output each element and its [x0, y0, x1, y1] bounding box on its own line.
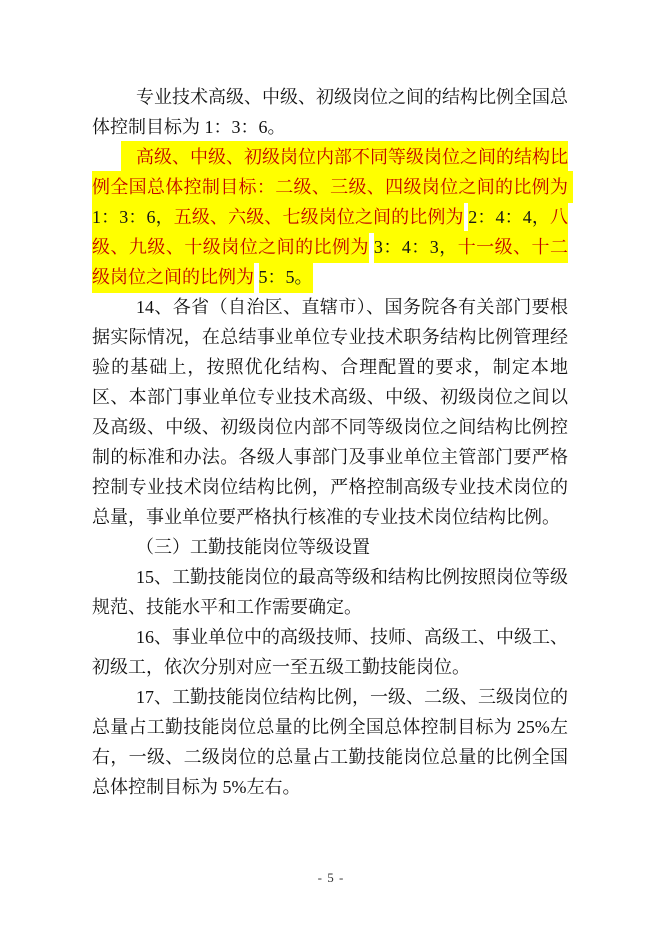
para-item-17 — [92, 682, 568, 802]
para-grade-ratios-highlighted — [92, 142, 573, 292]
text-run: 15、工勤技能岗位的最高等级和结构比例按照岗位等级规范、技能水平和工作需要确定。 — [92, 567, 568, 617]
highlighted-text-run: 3：4：3， — [374, 231, 458, 263]
highlighted-text-run: 高级、中级、初级岗位内部不同等级岗位之间的结构比例全国总体控制目标：二级、三级、四级岗位之间的比例为 — [92, 141, 573, 203]
highlighted-text-run: 十一级、十二级岗位之间的比例为 — [92, 231, 568, 293]
text-run: 14、各省（自治区、直辖市）、国务院各有关部门要根据实际情况，在总结事业单位专业技术职务结构比例管理经验的基础上，按照优化结构、合理配置的要求，制定本地区、本部门事业单位专业技术高级、中级、初级岗位之间以及高级、中级、初级岗位内部不同等级岗位之间结构比例控制的标准和办法。各级人事部门及事业单位主管部门要严格控制专业技术岗位结构比例，严格控制高级专业技术岗位的总量，事业单位要严格执行核准的专业技术岗位结构比例。 — [92, 297, 568, 527]
para-heading-section-3 — [92, 532, 568, 562]
text-run: 16、事业单位中的高级技师、技师、高级工、中级工、初级工，依次分别对应一至五级工勤技能岗位。 — [92, 627, 568, 677]
text-run — [254, 267, 259, 287]
para-item-14 — [92, 292, 568, 532]
para-item-16 — [92, 622, 568, 682]
para-item-15 — [92, 562, 568, 622]
page-number: - 5 - — [317, 870, 345, 885]
text-run: 17、工勤技能岗位结构比例，一级、二级、三级岗位的总量占工勤技能岗位总量的比例全国总体控制目标为 25%左右，一级、二级岗位的总量占工勤技能岗位总量的比例全国总体控制目标为 5%左右。 — [92, 687, 568, 797]
highlighted-text-run: 5：5。 — [259, 261, 313, 293]
para-tech-post-ratio — [92, 82, 568, 142]
highlighted-text-run: 五级、六级、七级岗位之间的比例为 — [174, 201, 464, 233]
highlighted-text-run: 1：3：6， — [92, 201, 174, 233]
highlighted-text-run: 八级、九级、十级岗位之间的比例为 — [92, 201, 568, 263]
text-run: 专业技术高级、中级、初级岗位之间的结构比例全国总体控制目标为 1：3：6。 — [92, 87, 568, 137]
text-run: （三）工勤技能岗位等级设置 — [136, 537, 370, 557]
highlighted-text-run: 2：4：4， — [468, 201, 550, 233]
document-body — [92, 82, 573, 802]
